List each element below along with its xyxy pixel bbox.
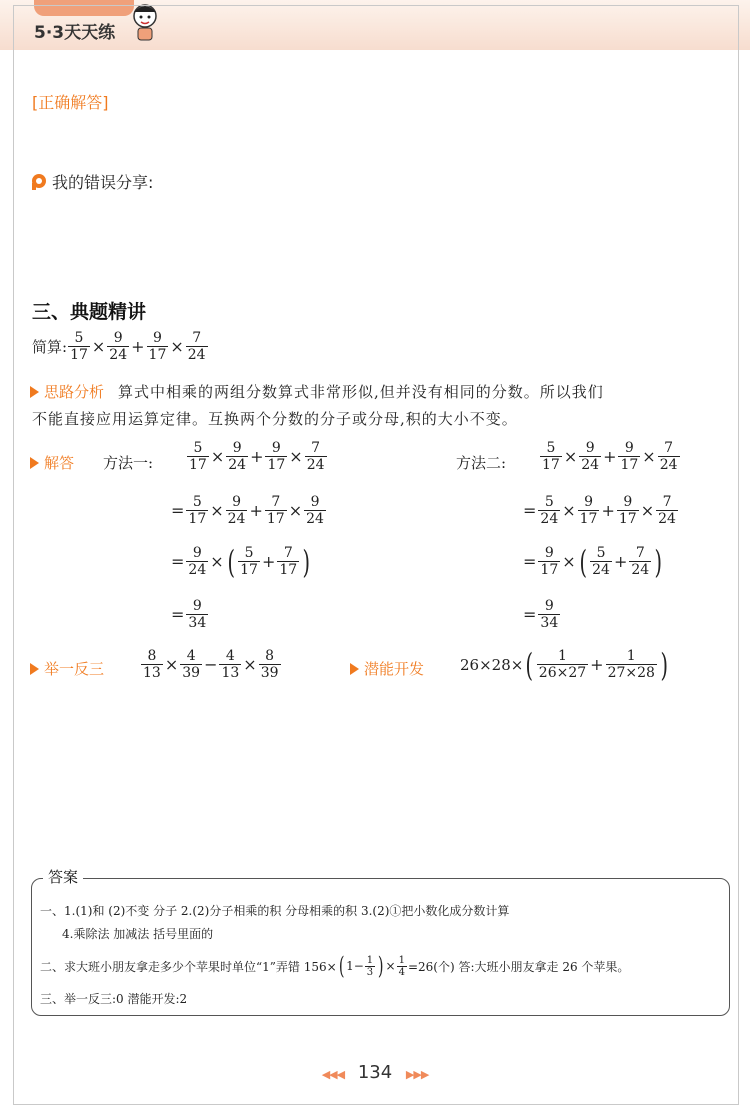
m1-step-4: = $\frac{9}{34}$ [171, 598, 207, 631]
solution-label: 解答 [30, 452, 74, 473]
m2-step-4: = $\frac{9}{34}$ [523, 598, 559, 631]
analysis-tag: 思路分析 [44, 383, 105, 401]
right-arrows-icon: ▶▶▶ [405, 1068, 429, 1081]
answer-line-2: 4.乘除法 加减法 括号里面的 [62, 927, 214, 941]
brand-title: 5·3天天练 [34, 23, 116, 43]
correct-answer-label: [正确解答] [32, 93, 109, 112]
answer-line-3: 二、求大班小朋友拿走多少个苹果时单位“1”弄错 156× ( 1− $\frac{1}{3}$ ) × $\frac{1}{4}$ =26(个) 答:大班小朋友拿走 26 个苹果。 [40, 952, 630, 980]
page-number: ◀◀◀ 134 ▶▶▶ [321, 1062, 429, 1083]
practice-label: 举一反三 [30, 658, 104, 679]
fraction: $\frac{9}{17}$ [148, 330, 167, 363]
answers-title: 答案 [43, 866, 83, 887]
m1-step-3: = $\frac{9}{24}$ × ( $\frac{5}{17}$ + $\frac{7}{17}$ ) [171, 542, 311, 581]
method-one-label: 方法一: [103, 454, 154, 472]
m1-step-1: $\frac{5}{17}$ × $\frac{9}{24}$ + $\frac{9}{17}$ × $\frac{7}{24}$ [189, 440, 325, 473]
triangle-icon [30, 663, 39, 675]
problem-expression: 简算: $\frac{5}{17}$ × $\frac{9}{24}$ + $\frac{9}{17}$ × $\frac{7}{24}$ [32, 330, 206, 363]
simplify-label: 简算: [32, 338, 68, 356]
triangle-icon [30, 386, 39, 398]
section-title: 三、典题精讲 [32, 301, 147, 323]
left-arrows-icon: ◀◀◀ [321, 1068, 345, 1081]
pen-icon [30, 173, 48, 191]
answer-line-1: 一、1.(1)和 (2)不变 分子 2.(2)分子相乘的积 分母相乘的积 3.(2)①把小数化成分数计算 [40, 904, 510, 918]
analysis-line-2: 不能直接应用运算定律。互换两个分数的分子或分母,积的大小不变。 [32, 410, 518, 428]
fraction: $\frac{5}{17}$ [70, 330, 88, 363]
answer-line-4: 三、举一反三:0 潜能开发:2 [40, 992, 188, 1006]
triangle-icon [350, 663, 359, 675]
m2-step-1: $\frac{5}{17}$ × $\frac{9}{24}$ + $\frac{9}{17}$ × $\frac{7}{24}$ [542, 440, 678, 473]
fraction: $\frac{9}{24}$ [109, 330, 128, 363]
potential-expression: 26×28× ( $\frac{1}{26\times 27}$ + $\frac{1}{27\times 28}$ ) [460, 645, 668, 684]
practice-expression: $\frac{8}{13}$ × $\frac{4}{39}$ − $\frac{4}{13}$ × $\frac{8}{39}$ [143, 648, 279, 681]
my-error-label: 我的错误分享: [52, 173, 154, 192]
triangle-icon [30, 457, 39, 469]
m2-step-2: = $\frac{5}{24}$ × $\frac{9}{17}$ + $\frac{9}{17}$ × $\frac{7}{24}$ [523, 494, 676, 527]
m1-step-2: = $\frac{5}{17}$ × $\frac{9}{24}$ + $\frac{7}{17}$ × $\frac{9}{24}$ [171, 494, 324, 527]
m2-step-3: = $\frac{9}{17}$ × ( $\frac{5}{24}$ + $\frac{7}{24}$ ) [523, 542, 663, 581]
method-two-label: 方法二: [456, 454, 507, 472]
potential-label: 潜能开发 [350, 658, 424, 679]
analysis-line-1: 思路分析 算式中相乘的两组分数算式非常形似,但并没有相同的分数。所以我们 [30, 381, 604, 402]
my-error-share [30, 170, 153, 193]
fraction: $\frac{7}{24}$ [187, 330, 206, 363]
